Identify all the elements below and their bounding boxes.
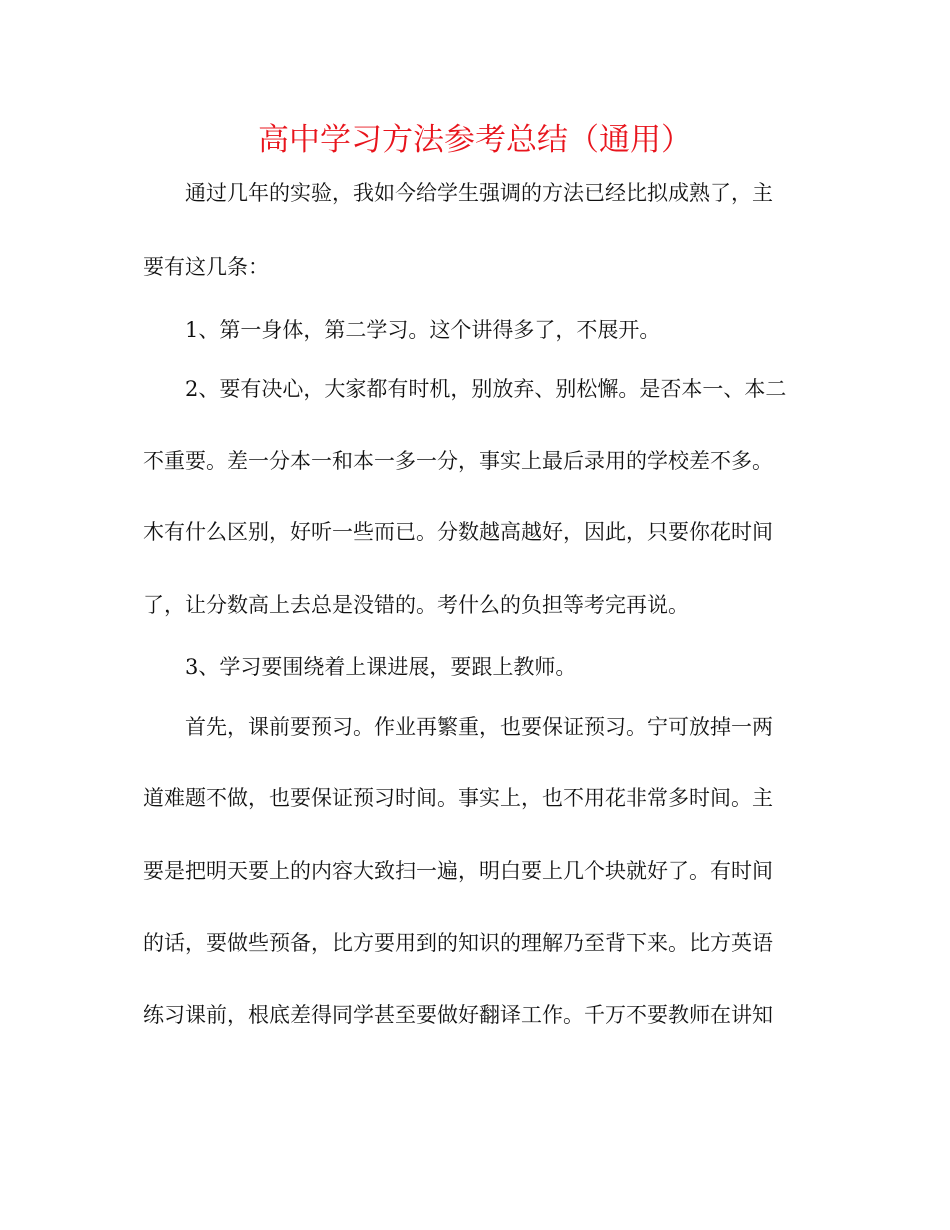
paragraph-line: 要有这几条：: [143, 255, 269, 279]
paragraph-line: 要是把明天要上的内容大致扫一遍，明白要上几个块就好了。有时间: [143, 859, 773, 883]
paragraph-line: 首先，课前要预习。作业再繁重，也要保证预习。宁可放掉一两: [185, 715, 773, 739]
paragraph-line: 木有什么区别，好听一些而已。分数越高越好，因此，只要你花时间: [143, 520, 773, 544]
paragraph-line: 通过几年的实验，我如今给学生强调的方法已经比拟成熟了，主: [185, 181, 773, 205]
paragraph-line: 了，让分数高上去总是没错的。考什么的负担等考完再说。: [143, 593, 689, 617]
paragraph-line: 2、要有决心，大家都有时机，别放弃、别松懈。是否本一、本二: [185, 377, 787, 401]
paragraph-line: 不重要。差一分本一和本一多一分，事实上最后录用的学校差不多。: [143, 449, 773, 473]
paragraph-line: 练习课前，根底差得同学甚至要做好翻译工作。千万不要教师在讲知: [143, 1003, 773, 1027]
paragraph-line: 3、学习要围绕着上课进展，要跟上教师。: [185, 655, 577, 679]
document-title: 高中学习方法参考总结（通用）: [258, 122, 692, 158]
paragraph-line: 的话，要做些预备，比方要用到的知识的理解乃至背下来。比方英语: [143, 931, 773, 955]
paragraph-line: 道难题不做，也要保证预习时间。事实上，也不用花非常多时间。主: [143, 786, 773, 810]
paragraph-line: 1、第一身体，第二学习。这个讲得多了，不展开。: [185, 318, 661, 342]
